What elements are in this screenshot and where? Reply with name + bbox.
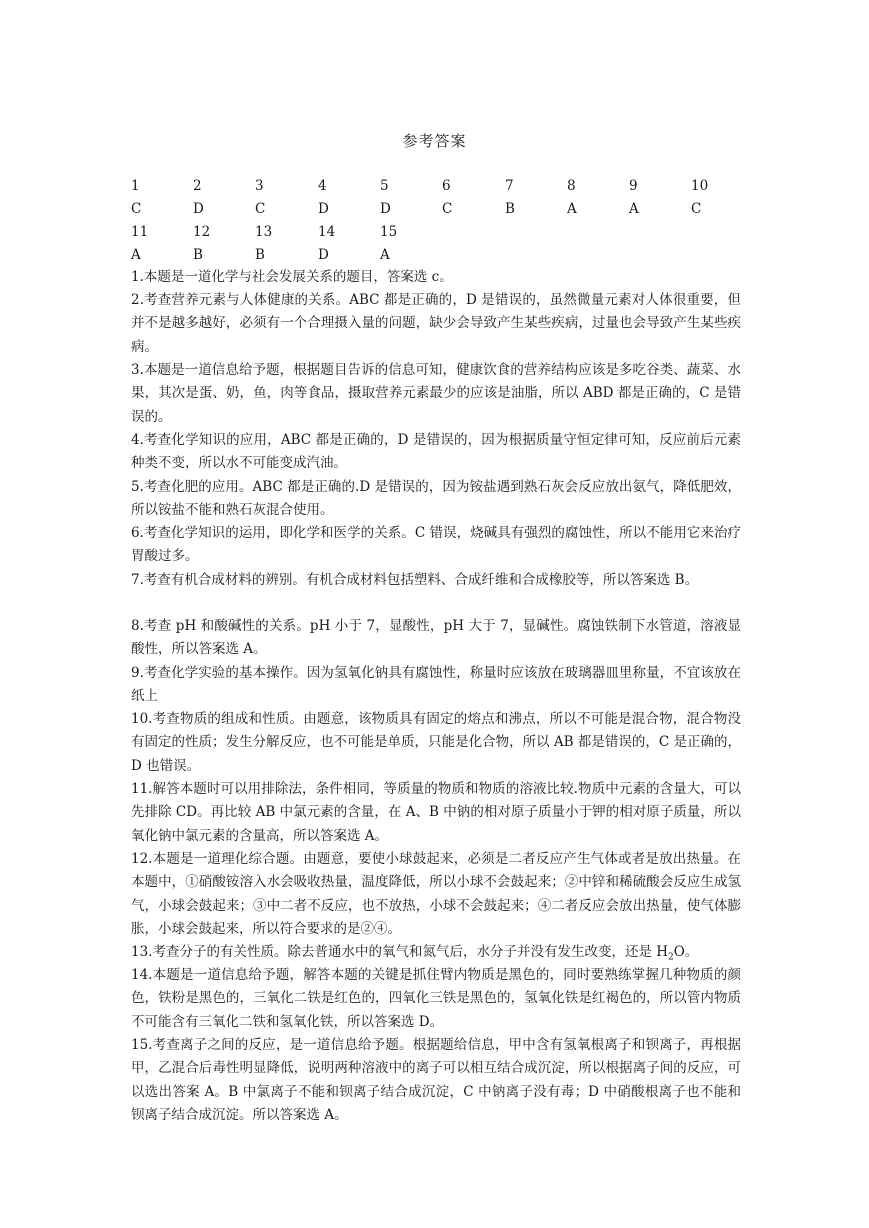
question-number: 12 — [193, 224, 211, 240]
question-number: 3 — [255, 178, 264, 194]
question-number: 4 — [318, 178, 327, 194]
answer-letter: C — [255, 201, 266, 217]
answer-letter: D — [193, 201, 204, 217]
question-number: 5 — [380, 178, 389, 194]
explanation-5: 5.考查化肥的应用。ABC 都是正确的.D 是错误的，因为铵盐遇到熟石灰会反应放出氨气，降低肥效，所以铵盐不能和熟石灰混合使用。 — [131, 479, 741, 519]
question-number: 1 — [131, 178, 140, 194]
answer-letter: D — [318, 247, 329, 263]
answer-letter: B — [505, 201, 515, 217]
explanation-6: 6.考查化学知识的运用，即化学和医学的关系。C 错误，烧碱具有强烈的腐蚀性，所以不能用它来治疗胃酸过多。 — [131, 525, 741, 565]
explanation-3: 3.本题是一道信息给予题，根据题目告诉的信息可知，健康饮食的营养结构应该是多吃谷类、蔬菜、水果，其次是蛋、奶，鱼，肉等食品，摄取营养元素最少的应该是油脂，所以 ABD 都是正确的，C 是错误的。 — [131, 362, 741, 425]
question-number: 8 — [567, 178, 576, 194]
question-number: 13 — [255, 224, 273, 240]
answer-letter: C — [442, 201, 453, 217]
answer-letter: B — [255, 247, 265, 263]
question-number: 15 — [380, 224, 398, 240]
explanation-7: 7.考查有机合成材料的辨别。有机合成材料包括塑料、合成纤维和合成橡胶等，所以答案选 B。 — [131, 572, 699, 588]
answer-letter: A — [380, 247, 390, 263]
explanation-1: 1.本题是一道化学与社会发展关系的题目，答案选 c。 — [131, 269, 453, 285]
question-number: 6 — [442, 178, 451, 194]
question-number: 11 — [131, 224, 149, 240]
question-number: 2 — [193, 178, 202, 194]
answer-letter: D — [318, 201, 329, 217]
explanation-14: 14.本题是一道信息给予题，解答本题的关键是抓住臂内物质是黑色的，同时要熟练掌握几种物质的颜色，铁粉是黑色的，三氧化二铁是红色的，四氧化三铁是黑色的，氢氧化铁是红褐色的，所以管内物质不可能含有三氧化二铁和氢氧化铁，所以答案选 D。 — [131, 967, 741, 1030]
question-number: 7 — [505, 178, 514, 194]
formula-subscript: 2 — [668, 952, 674, 963]
page-title: 参考答案 — [402, 132, 467, 150]
explanation-10: 10.考查物质的组成和性质。由题意，该物质具有固定的熔点和沸点，所以不可能是混合物，混合物没有固定的性质；发生分解反应，也不可能是单质，只能是化合物，所以 AB 都是错误的，C 是正确的，D 也错误。 — [131, 711, 741, 774]
answer-letter: C — [691, 201, 702, 217]
question-number: 14 — [318, 224, 336, 240]
explanation-8: 8.考查 pH 和酸碱性的关系。pH 小于 7，显酸性，pH 大于 7，显碱性。腐蚀铁制下水管道，溶液显酸性，所以答案选 A。 — [131, 618, 741, 658]
explanation-13-text: 13.考查分子的有关性质。除去普通水中的氧气和氮气后，水分子并没有发生改变，还是 H — [131, 944, 669, 960]
explanation-15: 15.考查离子之间的反应，是一道信息给予题。根据题给信息，甲中含有氢氧根离子和钡离子，再根据甲，乙混合后毒性明显降低，说明两种溶液中的离子可以相互结合成沉淀，所以根据离子间的反应，可以选出答案 A。B 中氯离子不能和钡离子结合成沉淀，C 中钠离子没有毒；D 中硝酸根离子也不能和钡离子结合成沉淀。所以答案选 A。 — [131, 1037, 741, 1123]
formula-tail: O。 — [673, 944, 699, 960]
explanation-11: 11.解答本题时可以用排除法，条件相同，等质量的物质和物质的溶液比较.物质中元素的含量大，可以先排除 CD。再比较 AB 中氯元素的含量，在 A、B 中钠的相对原子质量小于钾的相对原子质量，所以氧化钠中氯元素的含量高，所以答案选 A。 — [131, 781, 741, 844]
explanation-9: 9.考查化学实验的基本操作。因为氢氧化钠具有腐蚀性，称量时应该放在玻璃器皿里称量，不宜该放在纸上 — [131, 665, 741, 705]
question-number: 9 — [629, 178, 638, 194]
explanation-2: 2.考查营养元素与人体健康的关系。ABC 都是正确的，D 是错误的，虽然微量元素对人体很重要，但并不是越多越好，必须有一个合理摄入量的问题，缺少会导致产生某些疾病，过量也会导致产生某些疾病。 — [131, 292, 741, 355]
question-number: 10 — [691, 178, 709, 194]
answer-letter: D — [380, 201, 391, 217]
answer-letter: B — [193, 247, 203, 263]
answer-letter: C — [131, 201, 142, 217]
explanation-12: 12.本题是一道理化综合题。由题意，要使小球鼓起来，必须是二者反应产生气体或者是放出热量。在本题中，①硝酸铵溶入水会吸收热量，温度降低，所以小球不会鼓起来；②中锌和稀硫酸会反应生成氢气，小球会鼓起来；③中二者不反应，也不放热，小球不会鼓起来；④二者反应会放出热量，使气体膨胀，小球会鼓起来，所以符合要求的是②④。 — [131, 851, 741, 937]
answer-letter: A — [629, 201, 639, 217]
answer-letter: A — [131, 247, 141, 263]
answer-letter: A — [567, 201, 577, 217]
explanation-4: 4.考查化学知识的应用，ABC 都是正确的，D 是错误的，因为根据质量守恒定律可知，反应前后元素种类不变，所以水不可能变成汽油。 — [131, 432, 741, 472]
